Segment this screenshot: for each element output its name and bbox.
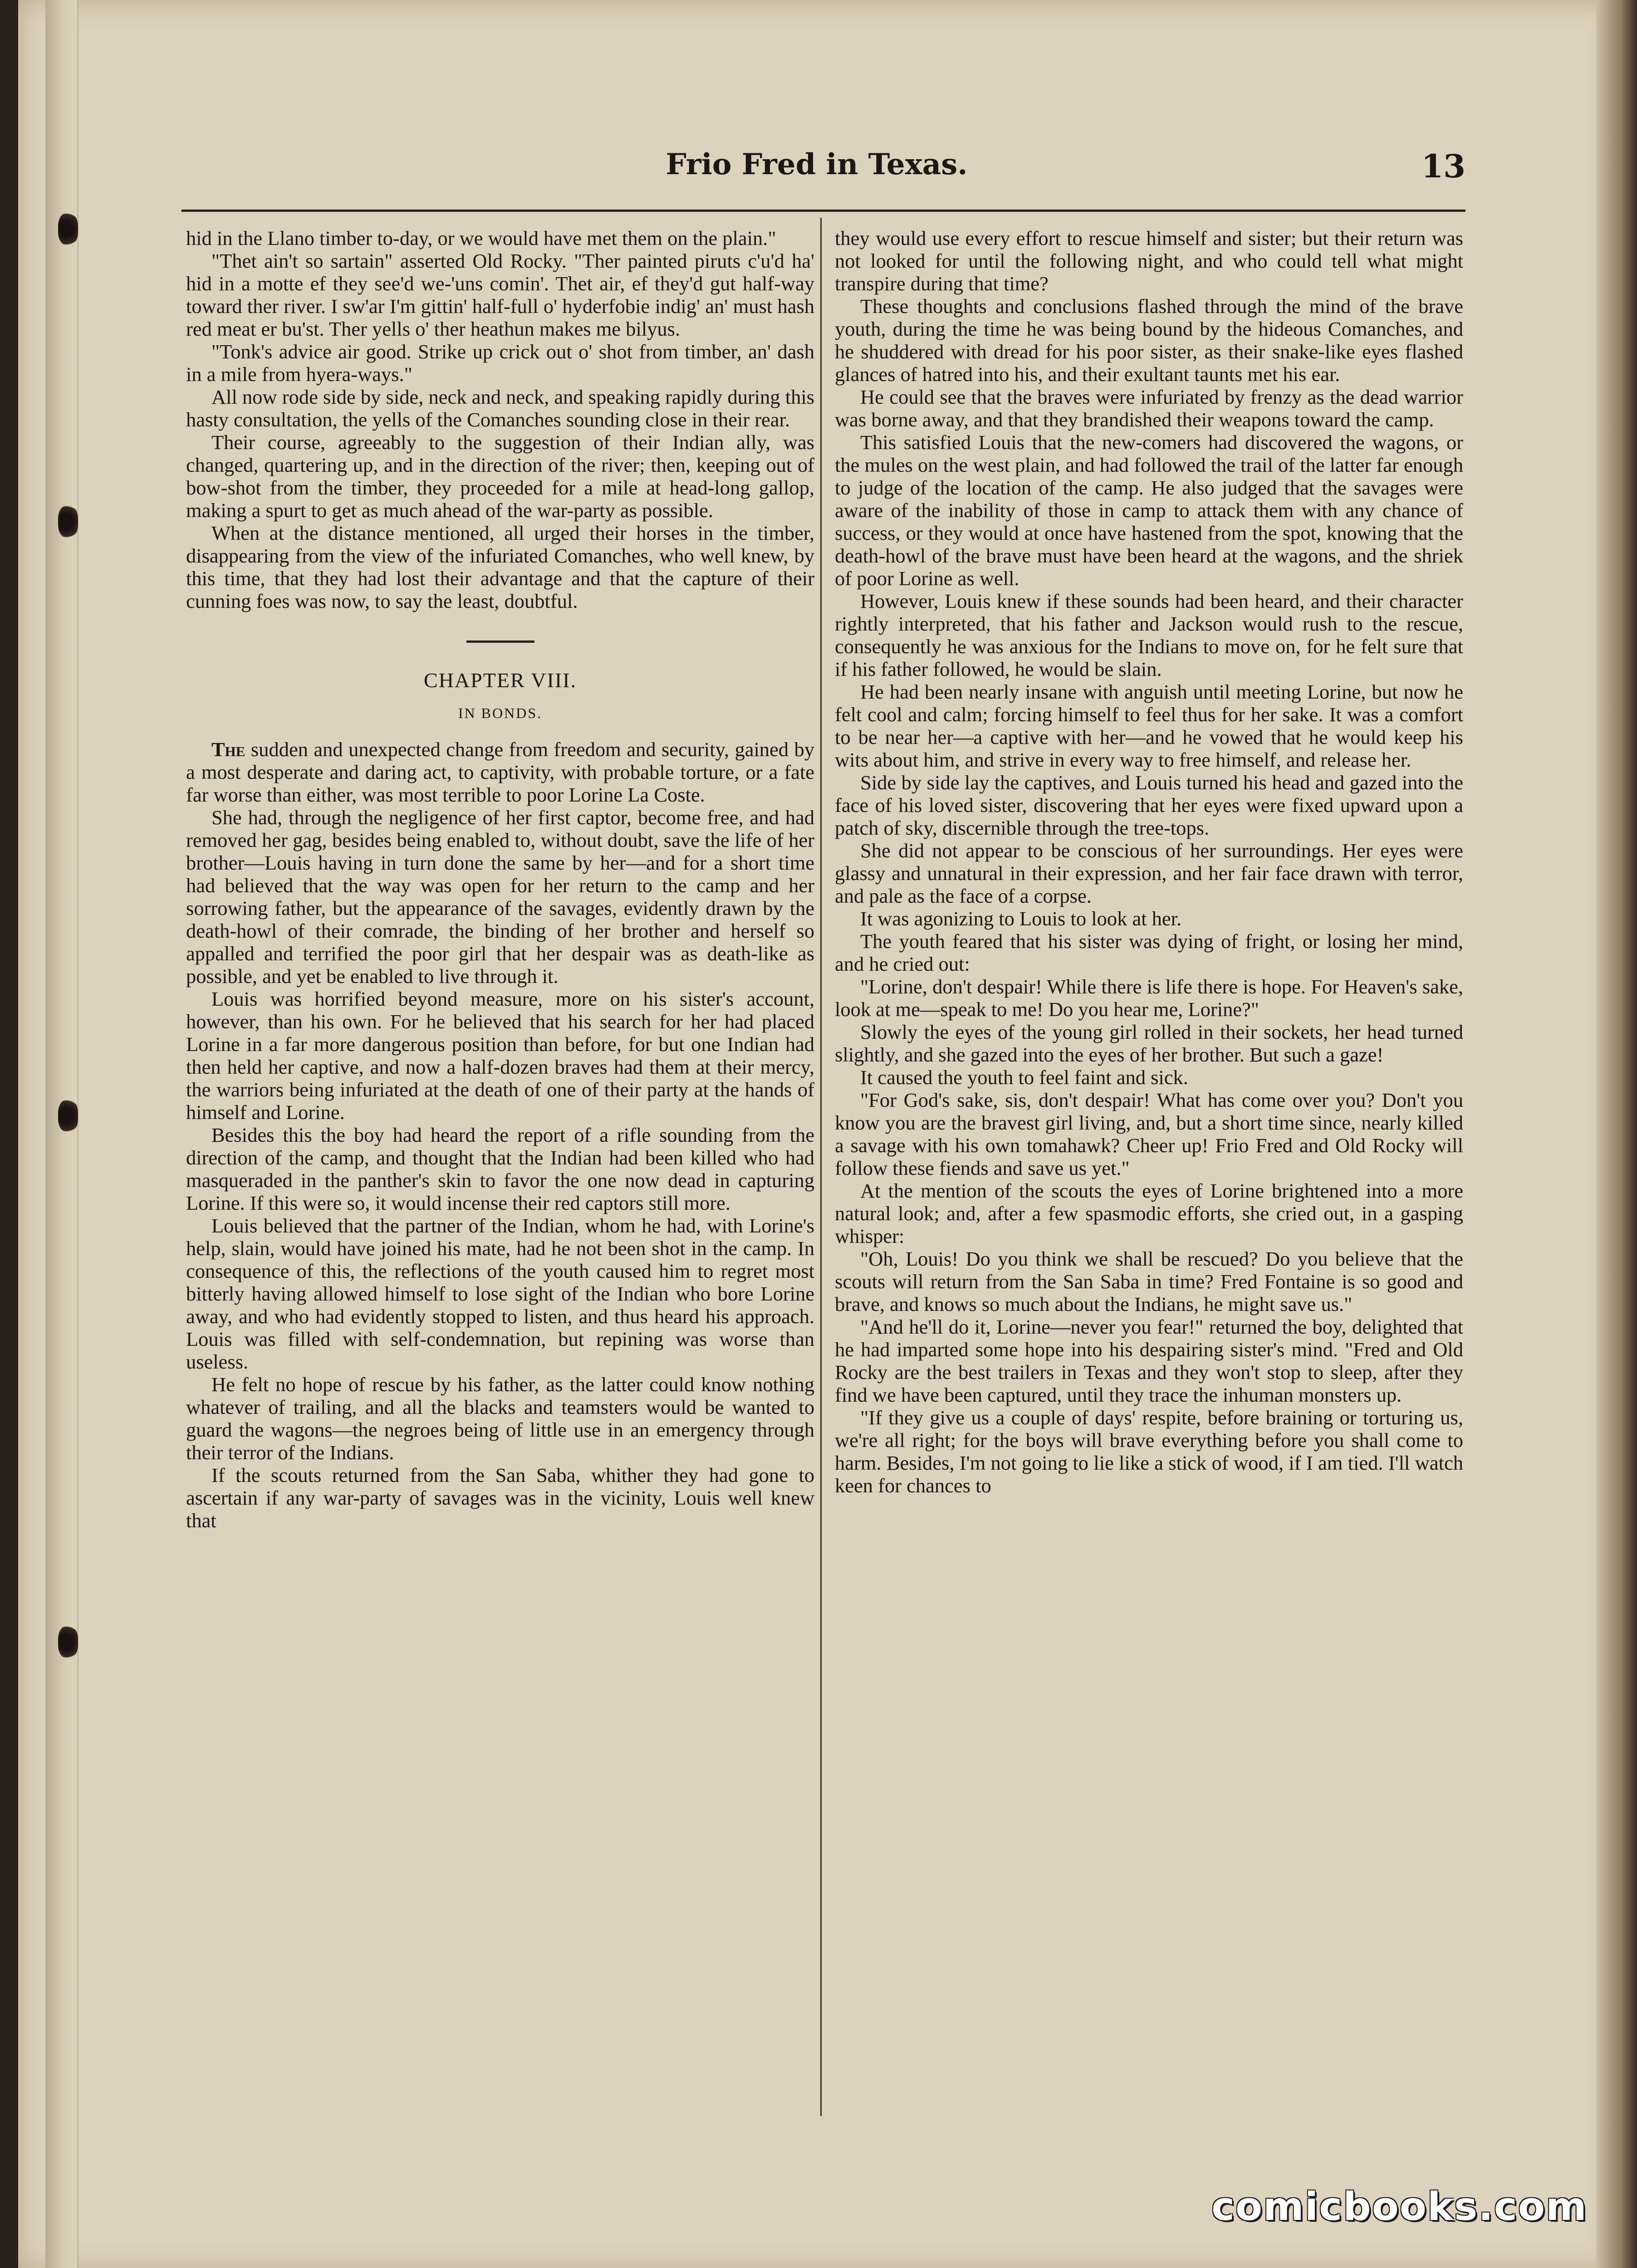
binding-hole xyxy=(58,1626,78,1658)
paragraph: Their course, agreeably to the suggestion of their Indian ally, was changed, quartering up, and in the direction of the river; then, keeping out of bow-shot from the timber, they proceeded for a mile at head-long gallop, making a spurt to get as much ahead of the war-party as possible. xyxy=(186,431,814,522)
lead-word: The xyxy=(211,738,245,761)
page-number: 13 xyxy=(1421,147,1465,185)
left-column xyxy=(186,227,814,2118)
paragraph: Louis believed that the partner of the Indian, whom he had, with Lorine's help, slain, would have joined his mate, had he not been shot in the camp. In consequence of this, the reflections of the youth caused him to regret most bitterly having allowed himself to lose sight of the Indian who bore Lorine away, and who had evidently stopped to listen, and thus heard his approach. Louis was filled with self-condemnation, but repining was worse than useless. xyxy=(186,1214,814,1373)
page-edge-shadow xyxy=(1596,0,1637,2268)
paragraph: "And he'll do it, Lorine—never you fear!" returned the boy, delighted that he had imparted some hope into his despairing sister's mind. "Fred and Old Rocky are the best trailers in Texas and they won't stop to sleep, after they find we have been captured, until they trace the inhuman monsters up. xyxy=(835,1315,1463,1406)
paragraph: It was agonizing to Louis to look at her. xyxy=(860,907,1182,930)
paragraph: hid in the Llano timber to-day, or we would have met them on the plain." xyxy=(186,227,776,249)
paragraph: "For God's sake, sis, don't despair! What has come over you? Don't you know you are the bravest girl living, and, but a short time since, nearly killed a savage with his own tomahawk? Cheer up! Frio Fred and Old Rocky will follow these fiends and save us yet." xyxy=(835,1089,1463,1179)
paragraph: "Thet ain't so sartain" asserted Old Rocky. "Ther painted piruts c'u'd ha' hid in a motte ef they see'd we-'uns comin'. Thet air, ef they'd gut half-way toward ther river. I sw'ar I'm gittin' half-full o' hyderfobie indig' an' must hash red meat er bu'st. Ther yells o' ther heathun makes me bilyus. xyxy=(186,249,814,340)
paragraph: Side by side lay the captives, and Louis turned his head and gazed into the face of his loved sister, discovering that her eyes were fixed upward upon a patch of sky, discernible through the tree-tops. xyxy=(835,771,1463,839)
paragraph: "If they give us a couple of days' respite, before braining or torturing us, we're all right; for the boys will brave everything before you shall come to harm. Besides, I'm not going to lie like a stick of wood, if I am tied. I'll watch keen for chances to xyxy=(835,1406,1463,1497)
paragraph: She did not appear to be conscious of her surroundings. Her eyes were glassy and unnatural in their expression, and her fair face drawn with terror, and pale as the face of a corpse. xyxy=(835,839,1463,907)
paragraph: "Oh, Louis! Do you think we shall be rescued? Do you believe that the scouts will return from the San Saba in time? Fred Fontaine is so good and brave, and knows so much about the Indians, he might save us." xyxy=(835,1247,1463,1315)
paragraph: It caused the youth to feel faint and sick. xyxy=(860,1066,1188,1089)
header-rule xyxy=(181,210,1465,212)
chapter-divider xyxy=(466,640,534,643)
column-divider xyxy=(820,218,822,2116)
paragraph: Slowly the eyes of the young girl rolled in their sockets, her head turned slightly, and she gazed into the eyes of her brother. But such a gaze! xyxy=(835,1021,1463,1066)
paragraph: "Tonk's advice air good. Strike up crick out o' shot from timber, an' dash in a mile from hyera-ways." xyxy=(186,340,814,386)
paragraph: He could see that the braves were infuriated by frenzy as the dead warrior was borne away, and that they brandished their weapons toward the camp. xyxy=(835,386,1463,431)
binding-hole xyxy=(58,506,78,538)
running-title: Frio Fred in Texas. xyxy=(666,147,968,181)
paragraph: The youth feared that his sister was dying of fright, or losing her mind, and he cried out: xyxy=(835,930,1463,975)
chapter-title: CHAPTER VIII. xyxy=(424,669,577,692)
paragraph: These thoughts and conclusions flashed through the mind of the brave youth, during the time he was being bound by the hideous Comanches, and he shuddered with dread for his poor sister, as their snake-like eyes flashed glances of hatred into his, and their exultant taunts met his ear. xyxy=(835,295,1463,386)
paragraph: "Lorine, don't despair! While there is life there is hope. For Heaven's sake, look at me—speak to me! Do you hear me, Lorine?" xyxy=(835,975,1463,1021)
binding-gutter xyxy=(45,0,78,2268)
paragraph: Louis was horrified beyond measure, more on his sister's account, however, than his own. For he believed that his search for her had placed Lorine in a far more dangerous position than before, for but one Indian had then held her captive, and now a half-dozen braves had them at their mercy, the warriors being infuriated at the death of one of their party at the hands of himself and Lorine. xyxy=(186,987,814,1124)
paragraph: This satisfied Louis that the new-comers had discovered the wagons, or the mules on the west plain, and had followed the trail of the latter far enough to judge of the location of the camp. He also judged that the savages were aware of the inability of those in camp to attack them with any chance of success, or they would at once have hastened from the spot, knowing that the death-howl of the brave must have been heard at the wagons, and the shriek of poor Lorine as well. xyxy=(835,431,1463,590)
paragraph: She had, through the negligence of her first captor, become free, and had removed her gag, besides being enabled to, without doubt, save the life of her brother—Louis having in turn done the same by her—and for a short time had believed that the way was open for her return to the camp and her sorrowing father, but the appearance of the savages, evidently drawn by the death-howl of their comrade, the binding of her brother and herself so appalled and terrified the poor girl that her despair was as death-like as possible, and yet be enabled to live through it. xyxy=(186,806,814,987)
paragraph: However, Louis knew if these sounds had been heard, and their character rightly interpreted, that his father and Jackson would rush to the rescue, consequently he was anxious for the Indians to move on, for he felt sure that if his father followed, he would be slain. xyxy=(835,590,1463,680)
paragraph: He had been nearly insane with anguish until meeting Lorine, but now he felt cool and calm; forcing himself to feel thus for her sake. It was a comfort to be near her—a captive with her—and he vowed that he would keep his wits about him, and strive in every way to free himself, and release her. xyxy=(835,680,1463,771)
paragraph: When at the distance mentioned, all urged their horses in the timber, disappearing from the view of the infuriated Comanches, who well knew, by this time, that they had lost their advantage and that the capture of their cunning foes was now, to say the least, doubtful. xyxy=(186,522,814,612)
watermark: comicbooks.com xyxy=(1211,2184,1588,2229)
paragraph-text: sudden and unexpected change from freedom and security, gained by a most desperate and daring act, to captivity, with probable torture, or a fate far worse than either, was most terrible to poor Lorine La Coste. xyxy=(186,738,814,806)
paragraph xyxy=(186,738,814,806)
paragraph: At the mention of the scouts the eyes of Lorine brightened into a more natural look; and, after a few spasmodic efforts, she cried out, in a gasping whisper: xyxy=(835,1179,1463,1247)
paragraph: All now rode side by side, neck and neck, and speaking rapidly during this hasty consultation, the yells of the Comanches sounding close in their rear. xyxy=(186,386,814,431)
binding-hole xyxy=(58,213,78,245)
paragraph: If the scouts returned from the San Saba, whither they had gone to ascertain if any war-party of savages was in the vicinity, Louis well knew that xyxy=(186,1464,814,1532)
paragraph: they would use every effort to rescue himself and sister; but their return was not looked for until the following night, and who could tell what might transpire during that time? xyxy=(835,227,1463,295)
chapter-subtitle: IN BONDS. xyxy=(458,705,543,721)
paragraph: Besides this the boy had heard the report of a rifle sounding from the direction of the camp, and thought that the Indian had been killed who had masqueraded in the panther's skin to favor the one now dead in capturing Lorine. If this were so, it would incense their red captors still more. xyxy=(186,1124,814,1214)
paragraph: He felt no hope of rescue by his father, as the latter could know nothing whatever of trailing, and all the blacks and teamsters would be wanted to guard the wagons—the negroes being of little use in an emergency through their terror of the Indians. xyxy=(186,1373,814,1464)
binding-hole xyxy=(58,1100,78,1132)
right-column xyxy=(835,227,1463,2118)
